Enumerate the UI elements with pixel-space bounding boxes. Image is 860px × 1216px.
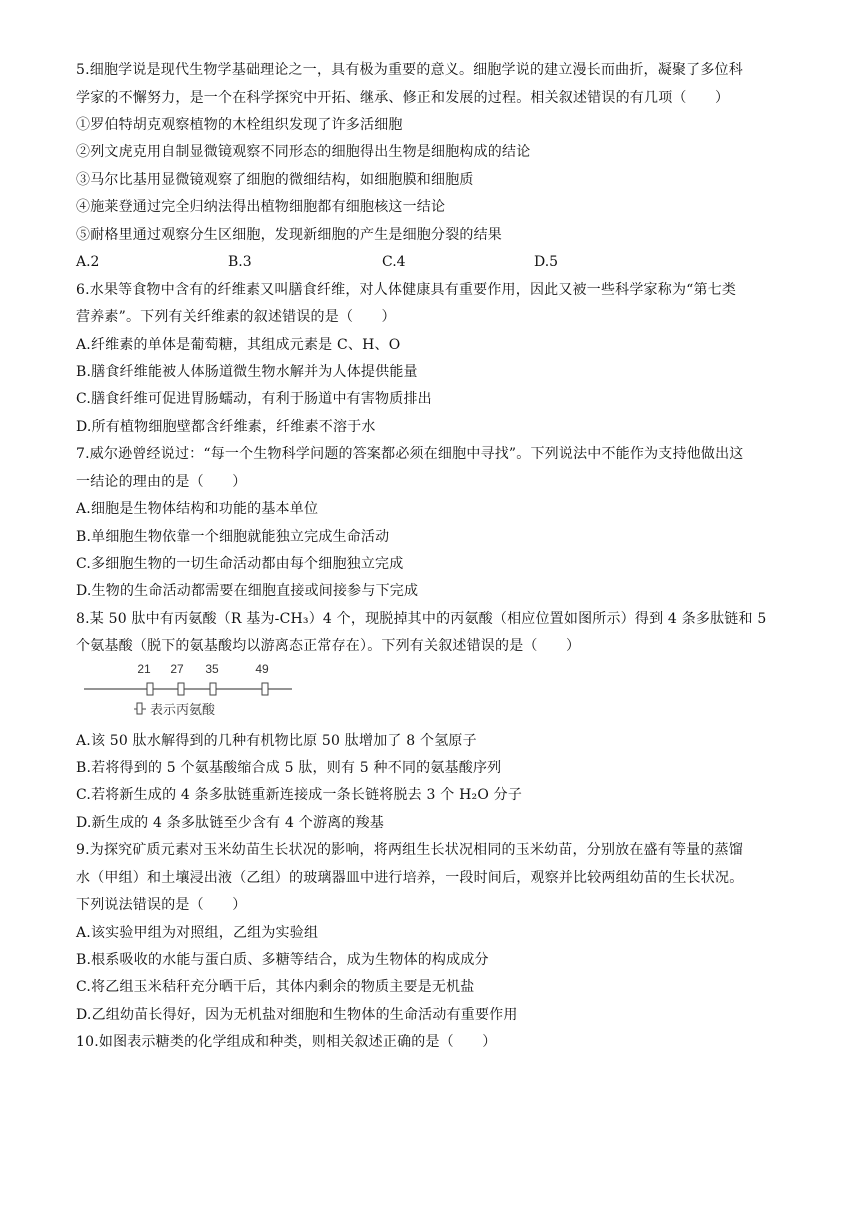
q8-option-b: B.若将得到的 5 个氨基酸缩合成 5 肽，则有 5 种不同的氨基酸序列 — [76, 760, 502, 776]
q5-option-c: C.4 — [382, 254, 406, 270]
q9-stem-line-1: 9.为探究矿质元素对玉米幼苗生长状况的影响，将两组生长状况相同的玉米幼苗，分别放在盛有等量的蒸馏 — [76, 842, 743, 858]
q9-option-a: A.该实验甲组为对照组，乙组为实验组 — [76, 925, 319, 941]
q5-option-b: B.3 — [228, 254, 252, 270]
q9-stem-line-3: 下列说法错误的是（ ） — [76, 897, 247, 913]
alanine-marker-21 — [147, 683, 153, 695]
alanine-marker-49 — [262, 683, 268, 695]
q7-option-c: C.多细胞生物的一切生命活动都由每个细胞独立完成 — [76, 556, 404, 572]
q6-option-b: B.膳食纤维能被人体肠道微生物水解并为人体提供能量 — [76, 364, 418, 380]
q7-option-b: B.单细胞生物依靠一个细胞就能独立完成生命活动 — [76, 529, 390, 545]
q7-option-a: A.细胞是生物体结构和功能的基本单位 — [76, 501, 319, 517]
q9-option-b: B.根系吸收的水能与蛋白质、多糖等结合，成为生物体的构成成分 — [76, 952, 489, 968]
q5-item-5: ⑤耐格里通过观察分生区细胞，发现新细胞的产生是细胞分裂的结果 — [76, 227, 502, 243]
q9-option-c: C.将乙组玉米秸秆充分晒干后，其体内剩余的物质主要是无机盐 — [76, 979, 475, 995]
q8-option-d: D.新生成的 4 条多肽链至少含有 4 个游离的羧基 — [76, 815, 384, 831]
q5-option-d: D.5 — [534, 254, 559, 270]
q6-option-d: D.所有植物细胞壁都含纤维素，纤维素不溶于水 — [76, 419, 376, 435]
q5-stem-line-1: 5.细胞学说是现代生物学基础理论之一，具有极为重要的意义。细胞学说的建立漫长而曲折，凝聚了多位科 — [76, 62, 743, 78]
q5-item-1: ①罗伯特胡克观察植物的木栓组织发现了许多活细胞 — [76, 117, 403, 133]
q9-option-d: D.乙组幼苗长得好，因为无机盐对细胞和生物体的生命活动有重要作用 — [76, 1007, 518, 1023]
q6-option-c: C.膳食纤维可促进胃肠蠕动，有利于肠道中有害物质排出 — [76, 391, 432, 407]
legend-marker-icon — [137, 703, 142, 714]
q7-option-d: D.生物的生命活动都需要在细胞直接或间接参与下完成 — [76, 583, 419, 599]
q9-stem-line-2: 水（甲组）和土壤浸出液（乙组）的玻璃器皿中进行培养，一段时间后，观察并比较两组幼苗的生长状况。 — [76, 870, 744, 886]
alanine-marker-35 — [210, 683, 216, 695]
q10-stem-line-1: 10.如图表示糖类的化学组成和种类，则相关叙述正确的是（ ） — [76, 1034, 497, 1050]
q8-option-a: A.该 50 肽水解得到的几种有机物比原 50 肽增加了 8 个氢原子 — [76, 733, 477, 749]
position-label-35: 35 — [205, 662, 219, 676]
q6-stem-line-1: 6.水果等食物中含有的纤维素又叫膳食纤维，对人体健康具有重要作用，因此又被一些科学家称为“第七类 — [76, 282, 737, 298]
q8-option-c: C.若将新生成的 4 条多肽链重新连接成一条长链将脱去 3 个 H₂O 分子 — [76, 787, 523, 803]
q5-stem-line-2: 学家的不懈努力，是一个在科学探究中开拓、继承、修正和发展的过程。相关叙述错误的有几项（ ） — [76, 90, 730, 106]
q5-item-2: ②列文虎克用自制显微镜观察不同形态的细胞得出生物是细胞构成的结论 — [76, 144, 531, 160]
q6-stem-line-2: 营养素”。下列有关纤维素的叙述错误的是（ ） — [76, 309, 396, 325]
q8-stem-line-2: 个氨基酸（脱下的氨基酸均以游离态正常存在）。下列有关叙述错误的是（ ） — [76, 638, 581, 654]
position-label-27: 27 — [170, 662, 184, 676]
q5-options — [76, 253, 788, 271]
peptide-chain-figure — [82, 659, 294, 723]
q8-stem-line-1: 8.某 50 肽中有丙氨酸（R 基为-CH₃）4 个，现脱掉其中的丙氨酸（相应位置如图所示）得到 4 条多肽链和 5 — [76, 611, 767, 627]
position-label-21: 21 — [137, 662, 151, 676]
q7-stem-line-1: 7.威尔逊曾经说过：“每一个生物科学问题的答案都必须在细胞中寻找”。下列说法中不能作为支持他做出这 — [76, 446, 744, 462]
position-label-49: 49 — [255, 662, 269, 676]
q7-stem-line-2: 一结论的理由的是（ ） — [76, 474, 247, 490]
peptide-chain-diagram — [82, 659, 294, 723]
alanine-marker-27 — [178, 683, 184, 695]
q5-item-3: ③马尔比基用显微镜观察了细胞的微细结构，如细胞膜和细胞质 — [76, 172, 474, 188]
legend-label: 表示丙氨酸 — [150, 703, 216, 718]
q5-option-a: A.2 — [76, 254, 100, 270]
q6-option-a: A.纤维素的单体是葡萄糖，其组成元素是 C、H、O — [76, 337, 401, 353]
q5-item-4: ④施莱登通过完全归纳法得出植物细胞都有细胞核这一结论 — [76, 199, 446, 215]
